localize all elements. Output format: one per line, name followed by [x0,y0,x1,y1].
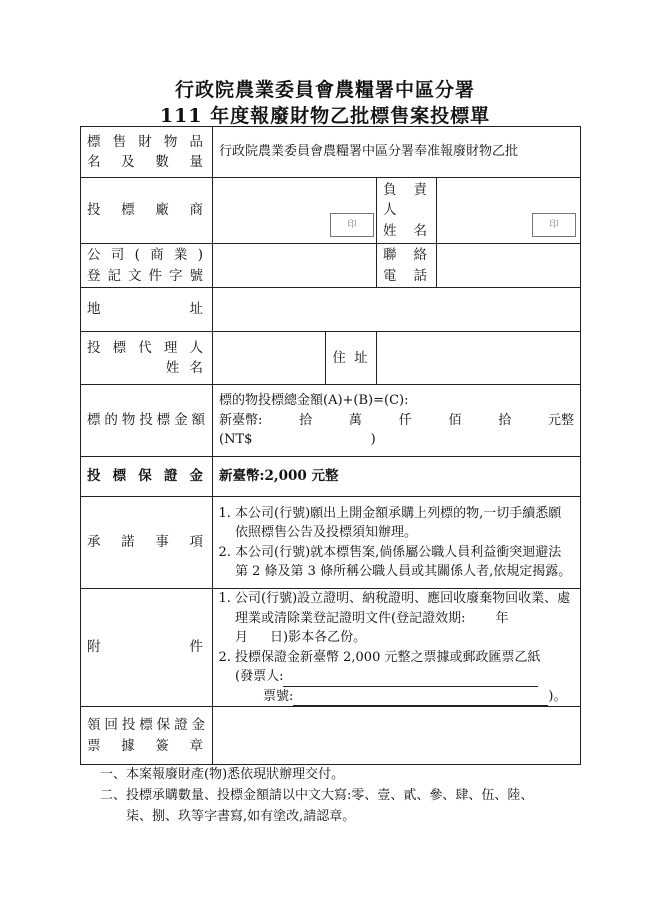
refund-field[interactable] [213,707,581,765]
unit-qian: 仟 [398,412,412,428]
pledge-label: 承 諾 事 項 [81,497,213,589]
row-agent [81,332,581,385]
amount-label: 標的物投標金額 [81,385,213,457]
bid-form-table [80,126,581,765]
form-title-agency: 行政院農業委員會農糧署中區分署 [174,79,475,101]
pledge-item-2: 2. 本公司(行號)就本標售案,倘係屬公職人員利益衝突迴避法第 2 條及第 3 條所稱公職人員或其關係人者,依規定揭露。 [235,543,574,582]
responsible-field[interactable] [437,178,581,244]
pledge-items [213,497,581,589]
company-label: 公司(商業) 登記文件字號 [81,244,213,288]
attach-item-1: 1. 公司(行號)設立證明、納稅證明、應回收廢棄物回收業、處理業或清除業登記證明文件(登記證效期: 年 月 日)影本各乙份。 [235,589,574,648]
row-refund [81,707,581,765]
agent-address-label: 住 址 [326,332,377,385]
agent-name-field[interactable] [213,332,326,385]
bidder-stamp-box: 印 [330,213,374,237]
row-address [81,288,581,332]
row-company [81,244,581,288]
note-2-cont: 柒、捌、玖等字書寫,如有塗改,請認章。 [126,808,356,824]
contact-label: 聯 絡 電 話 [377,244,437,288]
ticket-blank[interactable] [293,691,548,706]
contact-field[interactable] [437,244,581,288]
attach-label: 附 件 [81,589,213,707]
row-deposit [81,457,581,497]
row-bidder [81,178,581,244]
item-value: 行政院農業委員會農糧署中區分署奉准報廢財物乙批 [213,127,581,178]
row-item [81,127,581,178]
attach-item-2: 2. 投標保證金新臺幣 2,000 元整之票據或郵政匯票乙紙 (發票人: 票號: )。 [235,648,574,707]
amount-formula: 標的物投標總金額(A)+(B)=(C): [219,393,409,409]
refund-label: 領回投標保證金 票 據 簽 章 [81,707,213,765]
note-1: 一、本案報廢財產(物)悉依現狀辦理交付。 [100,767,345,782]
row-attachments [81,589,581,707]
company-field[interactable] [213,244,377,288]
row-amount [81,385,581,457]
bidder-label: 投 標 廠 商 [81,178,213,244]
unit-bai: 佰 [448,412,462,428]
amount-chinese-line [219,411,574,431]
attachments [213,589,581,707]
note-2: 二、投標承購數量、投標金額請以中文大寫:零、壹、貳、參、肆、伍、陸、 [100,787,534,803]
deposit-value: 新臺幣:2,000 元整 [213,457,581,497]
item-label: 標 售 財 物 品 名 及 數 量 [81,127,213,178]
unit-shi: 拾 [299,412,313,428]
payer-blank[interactable] [283,672,538,687]
amount-nt-line: (NT$ ) [219,432,376,448]
deposit-label: 投 標 保 證 金 [81,457,213,497]
responsible-stamp-box: 印 [532,213,576,237]
form-title: 111 年度報廢財物乙批標售案投標單 [159,105,491,127]
notes [100,765,580,827]
bidder-field[interactable] [213,178,377,244]
amount-currency: 新臺幣: [219,412,263,428]
amount-field[interactable] [213,385,581,457]
row-pledge [81,497,581,589]
pledge-item-1: 1. 本公司(行號)願出上開金額承購上列標的物,一切手續悉願依照標售公告及投標須知辦理。 [235,504,574,543]
address-field[interactable] [213,288,581,332]
agent-address-field[interactable] [377,332,581,385]
agent-label: 投 標 代 理 人 姓 名 [81,332,213,385]
unit-wan: 萬 [348,412,362,428]
address-label: 地 址 [81,288,213,332]
unit-shi-2: 拾 [498,412,512,428]
responsible-label: 負責人 姓 名 [377,178,437,244]
unit-yuan: 元整 [547,412,574,428]
